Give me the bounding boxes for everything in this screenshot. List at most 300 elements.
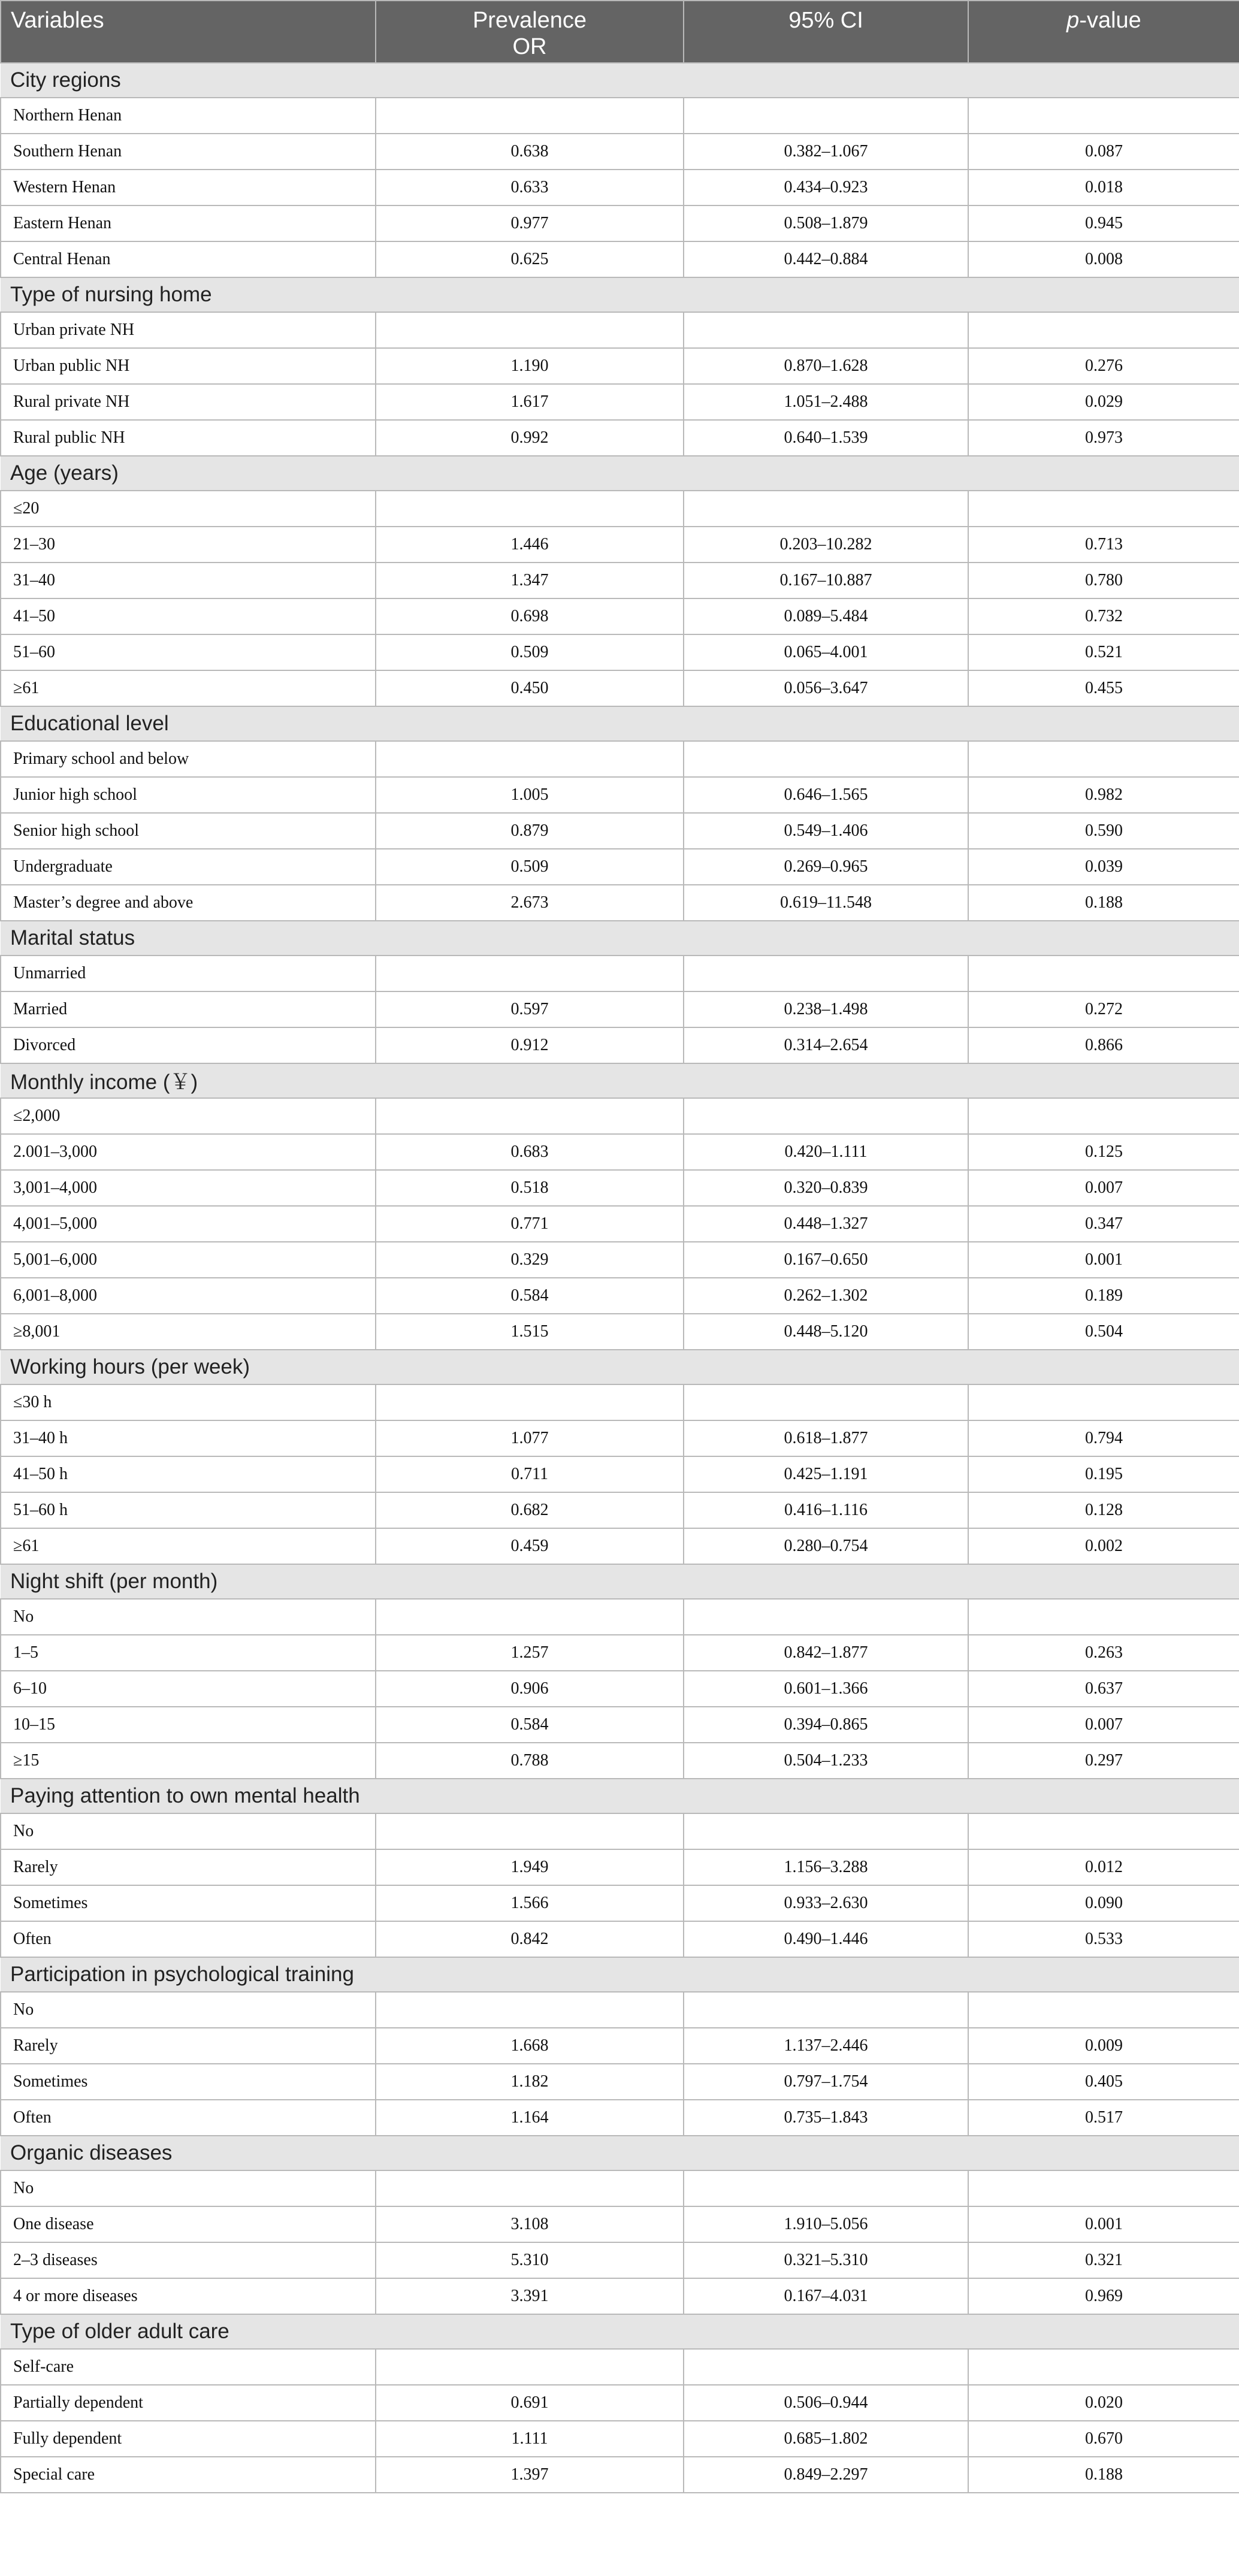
row-ci: 0.056–3.647 <box>684 670 968 706</box>
row-or: 1.005 <box>376 777 684 813</box>
row-p-value <box>968 1599 1239 1635</box>
table-row <box>1 2349 1239 2385</box>
table-row <box>1 598 1239 634</box>
row-or: 1.397 <box>376 2457 684 2493</box>
row-ci: 0.314–2.654 <box>684 1027 968 1063</box>
row-or: 0.625 <box>376 241 684 277</box>
row-label: No <box>1 1599 376 1635</box>
row-or: 0.329 <box>376 1242 684 1278</box>
section-header-row <box>1 1779 1239 1813</box>
section-title: Participation in psychological training <box>1 1957 1239 1992</box>
row-p-value <box>968 1813 1239 1849</box>
row-label: Married <box>1 991 376 1027</box>
row-label: Junior high school <box>1 777 376 813</box>
row-label: 3,001–4,000 <box>1 1170 376 1206</box>
row-p-value: 0.020 <box>968 2385 1239 2421</box>
header-variables: Variables <box>1 1 376 63</box>
row-p-value: 0.007 <box>968 1707 1239 1743</box>
row-or <box>376 1098 684 1134</box>
row-label: ≤30 h <box>1 1384 376 1420</box>
table-row <box>1 1098 1239 1134</box>
row-label: 10–15 <box>1 1707 376 1743</box>
row-label: No <box>1 2170 376 2206</box>
row-ci <box>684 2349 968 2385</box>
header-or-line1: Prevalence <box>472 8 587 33</box>
row-ci: 0.870–1.628 <box>684 348 968 384</box>
row-or: 0.509 <box>376 634 684 670</box>
row-label: 41–50 h <box>1 1456 376 1492</box>
section-header-row <box>1 63 1239 98</box>
row-or <box>376 741 684 777</box>
row-or: 0.584 <box>376 1278 684 1314</box>
row-p-value: 0.794 <box>968 1420 1239 1456</box>
section-title: Paying attention to own mental health <box>1 1779 1239 1813</box>
row-or: 1.347 <box>376 563 684 598</box>
table-row <box>1 134 1239 170</box>
row-label: Central Henan <box>1 241 376 277</box>
row-p-value <box>968 2349 1239 2385</box>
row-ci: 0.167–0.650 <box>684 1242 968 1278</box>
row-label: ≥8,001 <box>1 1314 376 1350</box>
section-title: Organic diseases <box>1 2136 1239 2170</box>
row-ci: 0.425–1.191 <box>684 1456 968 1492</box>
row-label: One disease <box>1 2206 376 2242</box>
section-header-row <box>1 1957 1239 1992</box>
row-p-value: 0.188 <box>968 885 1239 921</box>
row-p-value: 0.125 <box>968 1134 1239 1170</box>
section-title: Age (years) <box>1 456 1239 491</box>
table-row <box>1 1492 1239 1528</box>
table-row <box>1 670 1239 706</box>
row-p-value: 0.297 <box>968 1743 1239 1779</box>
row-or <box>376 956 684 991</box>
table-row <box>1 2278 1239 2314</box>
header-prevalence-or <box>376 1 684 63</box>
row-ci: 0.269–0.965 <box>684 849 968 885</box>
row-or: 1.446 <box>376 527 684 563</box>
row-p-value: 0.188 <box>968 2457 1239 2493</box>
row-or: 0.912 <box>376 1027 684 1063</box>
table-body <box>1 63 1239 2493</box>
row-ci: 0.797–1.754 <box>684 2064 968 2100</box>
row-label: Primary school and below <box>1 741 376 777</box>
row-label: Northern Henan <box>1 98 376 134</box>
row-ci: 0.448–5.120 <box>684 1314 968 1350</box>
header-ci: 95% CI <box>684 1 968 63</box>
section-header-row <box>1 706 1239 741</box>
row-ci: 1.051–2.488 <box>684 384 968 420</box>
row-p-value: 0.189 <box>968 1278 1239 1314</box>
table-row <box>1 2206 1239 2242</box>
row-p-value: 0.590 <box>968 813 1239 849</box>
table-row <box>1 2170 1239 2206</box>
row-label: Rarely <box>1 1849 376 1885</box>
row-ci: 0.434–0.923 <box>684 170 968 205</box>
row-or: 5.310 <box>376 2242 684 2278</box>
row-label: 2.001–3,000 <box>1 1134 376 1170</box>
table-row <box>1 956 1239 991</box>
row-or <box>376 2349 684 2385</box>
row-label: Eastern Henan <box>1 205 376 241</box>
row-p-value: 0.713 <box>968 527 1239 563</box>
row-ci: 0.490–1.446 <box>684 1921 968 1957</box>
section-header-row <box>1 1350 1239 1384</box>
row-ci: 1.137–2.446 <box>684 2028 968 2064</box>
row-or: 0.638 <box>376 134 684 170</box>
row-or: 0.584 <box>376 1707 684 1743</box>
row-or: 0.459 <box>376 1528 684 1564</box>
table-row <box>1 1206 1239 1242</box>
header-p-rest: -value <box>1079 8 1141 33</box>
row-label: ≥61 <box>1 670 376 706</box>
table-row <box>1 491 1239 527</box>
table-row <box>1 1849 1239 1885</box>
row-label: ≤2,000 <box>1 1098 376 1134</box>
row-ci: 0.382–1.067 <box>684 134 968 170</box>
row-label: 2–3 diseases <box>1 2242 376 2278</box>
row-ci: 0.601–1.366 <box>684 1671 968 1707</box>
section-header-row <box>1 277 1239 312</box>
row-ci: 0.320–0.839 <box>684 1170 968 1206</box>
row-label: Partially dependent <box>1 2385 376 2421</box>
row-p-value: 0.018 <box>968 170 1239 205</box>
row-label: 6–10 <box>1 1671 376 1707</box>
row-p-value: 0.195 <box>968 1456 1239 1492</box>
row-or: 0.633 <box>376 170 684 205</box>
table-row <box>1 1027 1239 1063</box>
row-ci: 0.065–4.001 <box>684 634 968 670</box>
row-p-value: 0.504 <box>968 1314 1239 1350</box>
section-title: Night shift (per month) <box>1 1564 1239 1599</box>
row-or: 0.450 <box>376 670 684 706</box>
section-header-row <box>1 921 1239 956</box>
row-ci: 0.849–2.297 <box>684 2457 968 2493</box>
row-label: Often <box>1 1921 376 1957</box>
row-label: 51–60 h <box>1 1492 376 1528</box>
row-label: Special care <box>1 2457 376 2493</box>
row-ci: 0.508–1.879 <box>684 205 968 241</box>
table-row <box>1 885 1239 921</box>
row-p-value: 0.732 <box>968 598 1239 634</box>
row-p-value <box>968 2170 1239 2206</box>
row-label: 4,001–5,000 <box>1 1206 376 1242</box>
row-p-value: 0.007 <box>968 1170 1239 1206</box>
row-label: Unmarried <box>1 956 376 991</box>
row-ci: 0.842–1.877 <box>684 1635 968 1671</box>
row-ci: 0.506–0.944 <box>684 2385 968 2421</box>
table-row <box>1 2457 1239 2493</box>
row-ci: 0.238–1.498 <box>684 991 968 1027</box>
row-ci <box>684 2170 968 2206</box>
row-or: 3.391 <box>376 2278 684 2314</box>
row-or: 0.992 <box>376 420 684 456</box>
table-row <box>1 1885 1239 1921</box>
row-ci: 0.416–1.116 <box>684 1492 968 1528</box>
row-ci: 0.280–0.754 <box>684 1528 968 1564</box>
row-ci <box>684 491 968 527</box>
row-or: 0.698 <box>376 598 684 634</box>
table-row <box>1 2064 1239 2100</box>
row-label: Fully dependent <box>1 2421 376 2457</box>
row-p-value <box>968 98 1239 134</box>
row-p-value: 0.039 <box>968 849 1239 885</box>
row-or: 0.771 <box>376 1206 684 1242</box>
row-p-value: 0.321 <box>968 2242 1239 2278</box>
table-row <box>1 384 1239 420</box>
row-or: 0.788 <box>376 1743 684 1779</box>
row-p-value: 0.272 <box>968 991 1239 1027</box>
row-or <box>376 1813 684 1849</box>
row-label: 1–5 <box>1 1635 376 1671</box>
row-label: Rarely <box>1 2028 376 2064</box>
row-p-value: 0.002 <box>968 1528 1239 1564</box>
row-ci: 0.504–1.233 <box>684 1743 968 1779</box>
row-or <box>376 312 684 348</box>
row-or: 1.668 <box>376 2028 684 2064</box>
row-p-value: 0.029 <box>968 384 1239 420</box>
row-ci: 1.156–3.288 <box>684 1849 968 1885</box>
row-or: 0.842 <box>376 1921 684 1957</box>
table-row <box>1 1170 1239 1206</box>
row-p-value: 0.012 <box>968 1849 1239 1885</box>
row-label: 31–40 <box>1 563 376 598</box>
row-or: 0.597 <box>376 991 684 1027</box>
row-label: Often <box>1 2100 376 2136</box>
row-or: 1.257 <box>376 1635 684 1671</box>
row-p-value: 0.866 <box>968 1027 1239 1063</box>
row-ci: 0.685–1.802 <box>684 2421 968 2457</box>
section-header-row <box>1 2136 1239 2170</box>
row-ci: 0.089–5.484 <box>684 598 968 634</box>
section-title: Educational level <box>1 706 1239 741</box>
table-row <box>1 527 1239 563</box>
row-label: 5,001–6,000 <box>1 1242 376 1278</box>
table-row <box>1 2242 1239 2278</box>
table-row <box>1 1599 1239 1635</box>
row-ci: 0.549–1.406 <box>684 813 968 849</box>
row-p-value: 0.128 <box>968 1492 1239 1528</box>
row-ci: 0.203–10.282 <box>684 527 968 563</box>
row-ci <box>684 741 968 777</box>
row-label: 31–40 h <box>1 1420 376 1456</box>
row-p-value: 0.090 <box>968 1885 1239 1921</box>
row-or: 0.682 <box>376 1492 684 1528</box>
row-or: 0.518 <box>376 1170 684 1206</box>
table-row <box>1 563 1239 598</box>
row-or: 1.111 <box>376 2421 684 2457</box>
row-label: Sometimes <box>1 2064 376 2100</box>
table-row <box>1 1278 1239 1314</box>
row-p-value: 0.517 <box>968 2100 1239 2136</box>
row-ci <box>684 956 968 991</box>
row-or: 1.566 <box>376 1885 684 1921</box>
table-row <box>1 348 1239 384</box>
section-header-row <box>1 1063 1239 1098</box>
row-ci: 1.910–5.056 <box>684 2206 968 2242</box>
table-row <box>1 1921 1239 1957</box>
table-row <box>1 98 1239 134</box>
row-or: 1.190 <box>376 348 684 384</box>
row-p-value: 0.982 <box>968 777 1239 813</box>
row-label: Western Henan <box>1 170 376 205</box>
row-or: 0.879 <box>376 813 684 849</box>
header-row <box>1 1 1239 63</box>
row-label: Southern Henan <box>1 134 376 170</box>
row-or: 1.164 <box>376 2100 684 2136</box>
table-row <box>1 2100 1239 2136</box>
row-p-value <box>968 1098 1239 1134</box>
row-ci: 0.262–1.302 <box>684 1278 968 1314</box>
section-title: Type of older adult care <box>1 2314 1239 2349</box>
row-or <box>376 2170 684 2206</box>
table-row <box>1 813 1239 849</box>
table-row <box>1 205 1239 241</box>
row-p-value: 0.945 <box>968 205 1239 241</box>
table-row <box>1 1456 1239 1492</box>
row-ci: 0.646–1.565 <box>684 777 968 813</box>
row-label: No <box>1 1813 376 1849</box>
row-ci <box>684 1813 968 1849</box>
section-title: Monthly income (￥) <box>1 1063 1239 1098</box>
row-ci: 0.933–2.630 <box>684 1885 968 1921</box>
row-or <box>376 491 684 527</box>
row-label: ≤20 <box>1 491 376 527</box>
row-label: Sometimes <box>1 1885 376 1921</box>
row-p-value: 0.521 <box>968 634 1239 670</box>
row-ci: 0.420–1.111 <box>684 1134 968 1170</box>
row-label: Rural public NH <box>1 420 376 456</box>
row-p-value <box>968 312 1239 348</box>
row-label: Senior high school <box>1 813 376 849</box>
table-row <box>1 1671 1239 1707</box>
table-row <box>1 1707 1239 1743</box>
row-p-value: 0.263 <box>968 1635 1239 1671</box>
row-label: Self-care <box>1 2349 376 2385</box>
section-title: City regions <box>1 63 1239 98</box>
row-label: Master’s degree and above <box>1 885 376 921</box>
row-label: Urban public NH <box>1 348 376 384</box>
row-p-value <box>968 741 1239 777</box>
table-row <box>1 1992 1239 2028</box>
table-row <box>1 1420 1239 1456</box>
row-or: 1.949 <box>376 1849 684 1885</box>
row-or: 1.515 <box>376 1314 684 1350</box>
row-label: No <box>1 1992 376 2028</box>
row-p-value: 0.969 <box>968 2278 1239 2314</box>
row-or <box>376 1992 684 2028</box>
section-title: Working hours (per week) <box>1 1350 1239 1384</box>
row-p-value: 0.670 <box>968 2421 1239 2457</box>
table-row <box>1 241 1239 277</box>
row-p-value: 0.276 <box>968 348 1239 384</box>
header-or-line2: OR <box>512 34 547 59</box>
row-or <box>376 1384 684 1420</box>
table-row <box>1 420 1239 456</box>
table-row <box>1 1134 1239 1170</box>
row-p-value <box>968 491 1239 527</box>
row-or: 0.711 <box>376 1456 684 1492</box>
row-ci: 0.640–1.539 <box>684 420 968 456</box>
table-row <box>1 741 1239 777</box>
row-p-value: 0.008 <box>968 241 1239 277</box>
row-p-value <box>968 1384 1239 1420</box>
row-or <box>376 98 684 134</box>
table-row <box>1 1743 1239 1779</box>
row-ci: 0.448–1.327 <box>684 1206 968 1242</box>
row-ci <box>684 312 968 348</box>
row-label: 21–30 <box>1 527 376 563</box>
row-or: 0.691 <box>376 2385 684 2421</box>
section-title: Marital status <box>1 921 1239 956</box>
table-row <box>1 2421 1239 2457</box>
table-row <box>1 170 1239 205</box>
table-header <box>1 1 1239 63</box>
table-row <box>1 1242 1239 1278</box>
row-ci <box>684 1599 968 1635</box>
row-p-value: 0.533 <box>968 1921 1239 1957</box>
row-or: 1.182 <box>376 2064 684 2100</box>
row-p-value <box>968 956 1239 991</box>
row-label: 41–50 <box>1 598 376 634</box>
row-p-value: 0.455 <box>968 670 1239 706</box>
row-label: Undergraduate <box>1 849 376 885</box>
row-label: ≥61 <box>1 1528 376 1564</box>
row-or: 0.977 <box>376 205 684 241</box>
section-title: Type of nursing home <box>1 277 1239 312</box>
table-row <box>1 991 1239 1027</box>
header-p-value <box>968 1 1239 63</box>
section-header-row <box>1 1564 1239 1599</box>
row-ci <box>684 98 968 134</box>
row-p-value: 0.009 <box>968 2028 1239 2064</box>
table-row <box>1 2385 1239 2421</box>
row-or: 1.617 <box>376 384 684 420</box>
row-ci: 0.167–10.887 <box>684 563 968 598</box>
row-or <box>376 1599 684 1635</box>
table-row <box>1 1384 1239 1420</box>
row-p-value: 0.405 <box>968 2064 1239 2100</box>
row-ci: 0.321–5.310 <box>684 2242 968 2278</box>
row-ci <box>684 1384 968 1420</box>
table-row <box>1 849 1239 885</box>
row-ci: 0.442–0.884 <box>684 241 968 277</box>
table-row <box>1 634 1239 670</box>
row-p-value: 0.780 <box>968 563 1239 598</box>
row-ci <box>684 1992 968 2028</box>
row-or: 0.509 <box>376 849 684 885</box>
section-header-row <box>1 2314 1239 2349</box>
row-ci: 0.618–1.877 <box>684 1420 968 1456</box>
row-ci: 0.394–0.865 <box>684 1707 968 1743</box>
row-p-value: 0.087 <box>968 134 1239 170</box>
row-label: 4 or more diseases <box>1 2278 376 2314</box>
table-row <box>1 2028 1239 2064</box>
row-p-value: 0.973 <box>968 420 1239 456</box>
row-p-value <box>968 1992 1239 2028</box>
row-label: 6,001–8,000 <box>1 1278 376 1314</box>
row-label: ≥15 <box>1 1743 376 1779</box>
row-label: Rural private NH <box>1 384 376 420</box>
row-p-value: 0.637 <box>968 1671 1239 1707</box>
row-ci <box>684 1098 968 1134</box>
row-label: Divorced <box>1 1027 376 1063</box>
row-ci: 0.167–4.031 <box>684 2278 968 2314</box>
table-row <box>1 312 1239 348</box>
table-row <box>1 1635 1239 1671</box>
row-or: 0.683 <box>376 1134 684 1170</box>
row-ci: 0.619–11.548 <box>684 885 968 921</box>
table-row <box>1 1813 1239 1849</box>
